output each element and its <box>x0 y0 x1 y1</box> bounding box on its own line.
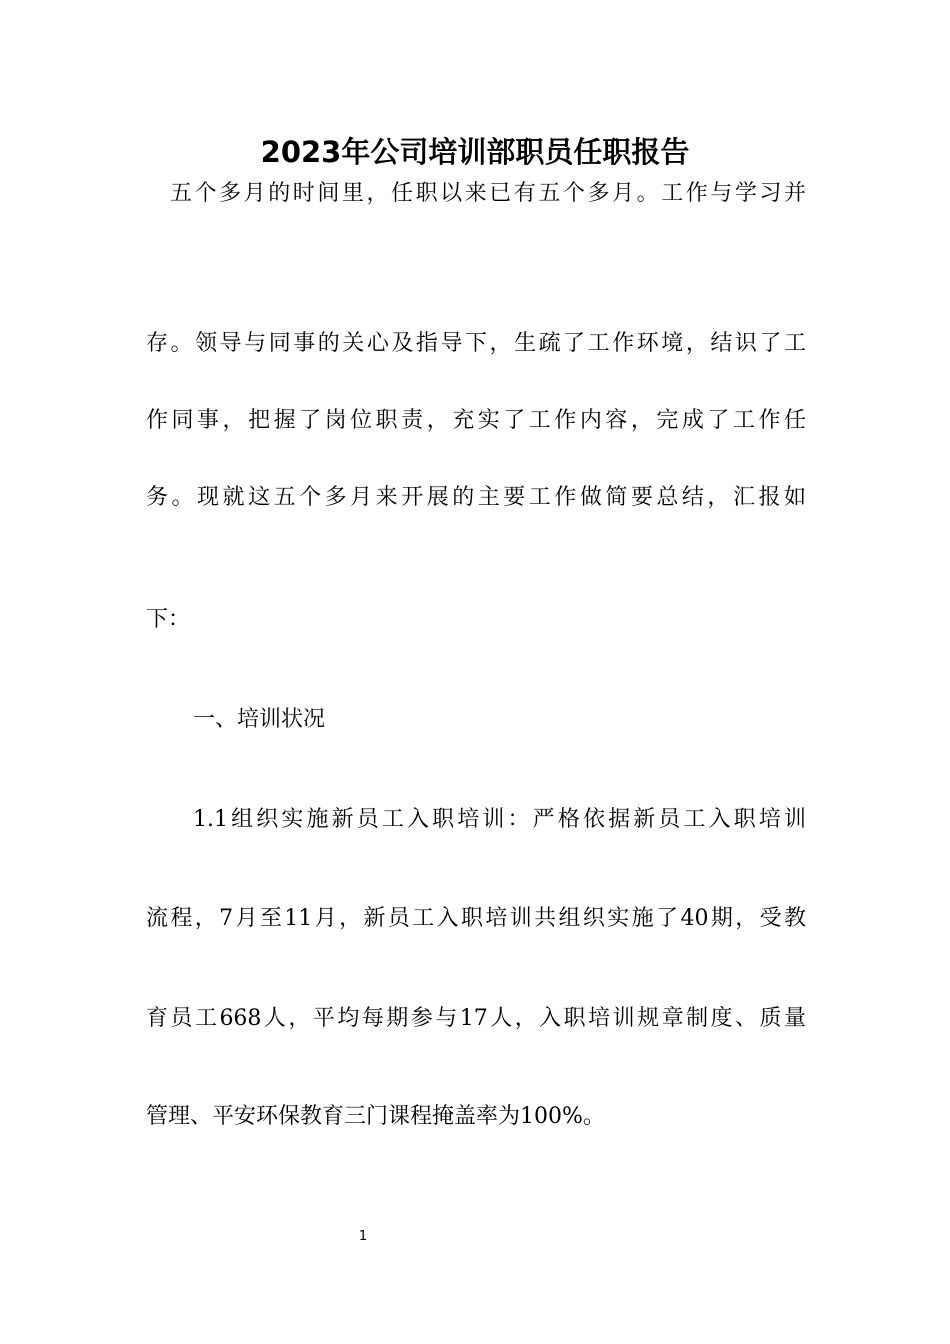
paragraph-1-line-1: 五个多月的时间里，任职以来已有五个多月。工作与学习并 <box>170 181 806 206</box>
section-1-heading: 一、培训状况 <box>193 707 326 732</box>
page-number: 1 <box>358 1229 368 1244</box>
item-1-1-line-4: 管理、平安环保教育三门课程掩盖率为100%。 <box>146 1104 605 1129</box>
paragraph-1-line-5: 下： <box>146 607 191 632</box>
document-title: 2023年公司培训部职员任职报告 <box>260 135 690 169</box>
item-1-1-line-2: 流程，7月至11月，新员工入职培训共组织实施了40期，受教 <box>146 906 806 931</box>
item-1-1-line-1: 1.1组织实施新员工入职培训：严格依据新员工入职培训 <box>193 807 806 832</box>
item-1-1-line-3: 育员工668人，平均每期参与17人，入职培训规章制度、质量 <box>146 1006 806 1031</box>
paragraph-1-line-2: 存。领导与同事的关心及指导下，生疏了工作环境，结识了工 <box>146 331 806 356</box>
paragraph-1-line-3: 作同事，把握了岗位职责，充实了工作内容，完成了工作任 <box>146 408 806 433</box>
paragraph-1-line-4: 务。现就这五个多月来开展的主要工作做简要总结，汇报如 <box>146 485 806 510</box>
